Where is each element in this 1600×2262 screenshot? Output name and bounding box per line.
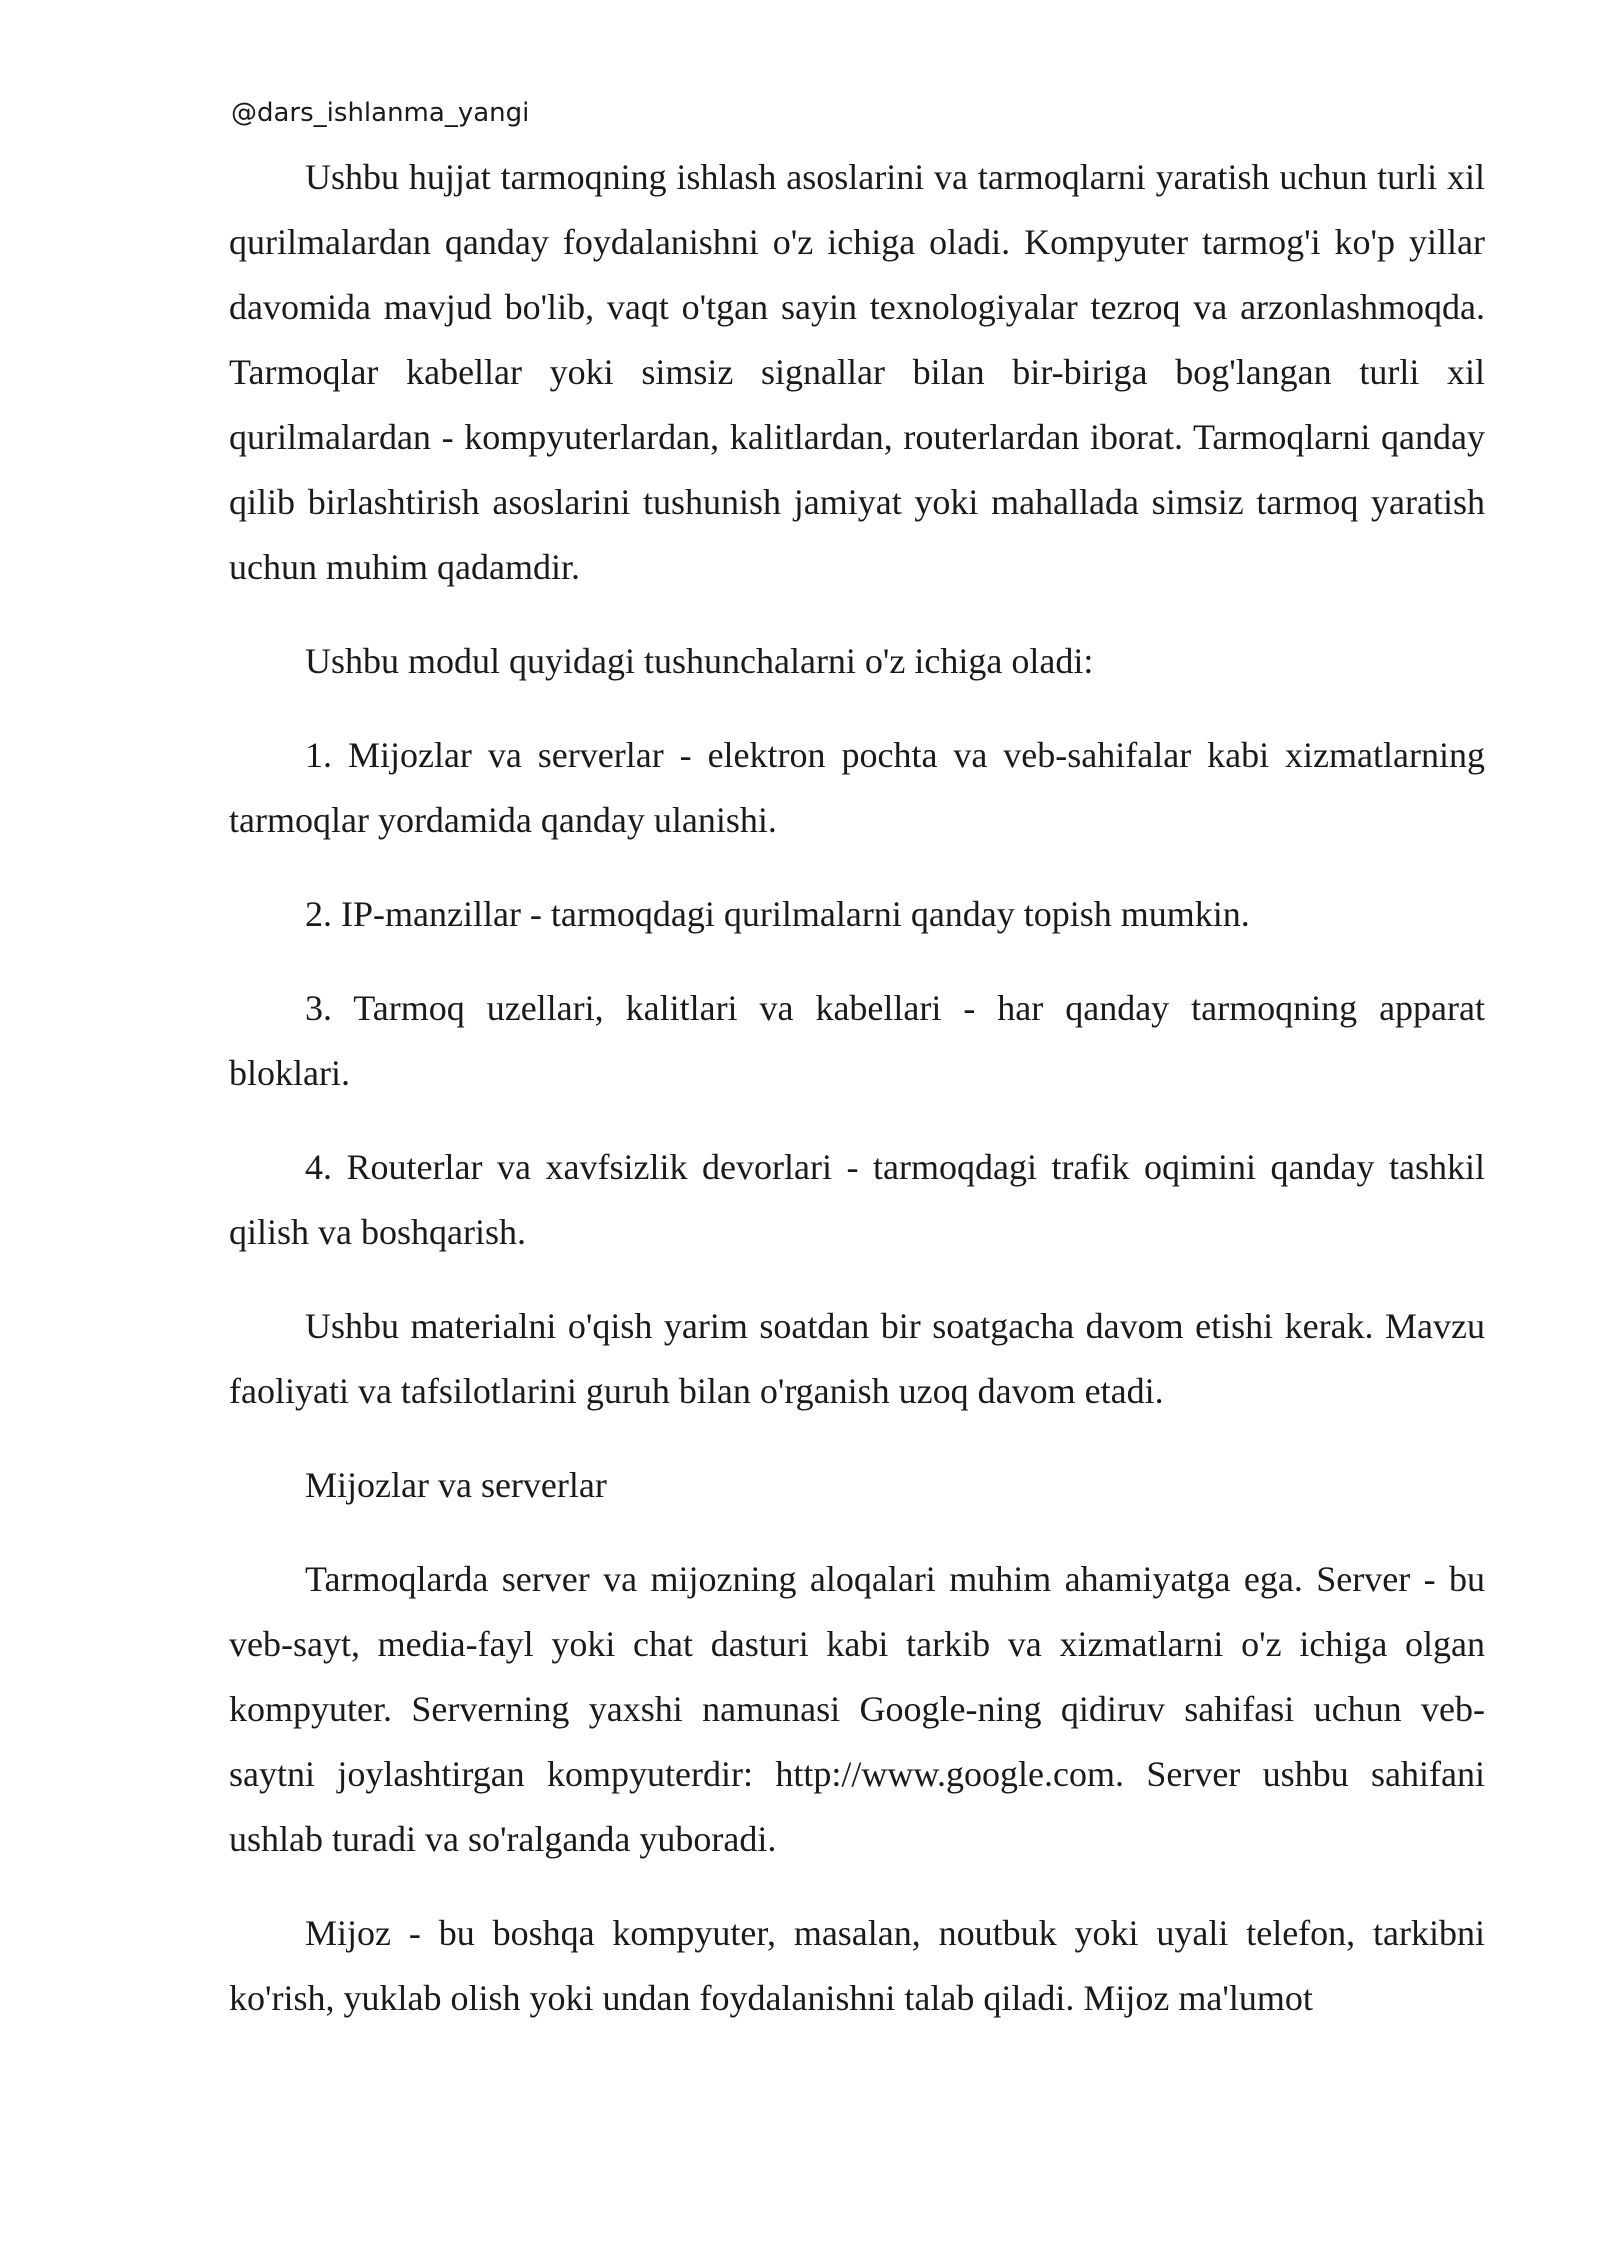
paragraph-reading-time: Ushbu materialni o'qish yarim soatdan bir soatgacha davom etishi kerak. Mavzu faoliyati va tafsilotlarini guruh bilan o'rganish uzoq davom etadi.	[229, 1306, 1485, 1411]
paragraph-intro: Ushbu hujjat tarmoqning ishlash asoslarini va tarmoqlarni yaratish uchun turli xil qurilmalardan qanday foydalanishni o'z ichiga oladi. Kompyuter tarmog'i ko'p yillar davomida mavjud bo'lib, vaqt o'tgan sayin texnologiyalar tezroq va arzonlashmoqda. Tarmoqlar kabellar yoki simsiz signallar bilan bir-biriga bog'langan turli xil qurilmalardan - kompyuterlardan, kalitlardan, routerlardan iborat. Tarmoqlarni qanday qilib birlashtirish asoslarini tushunish jamiyat yoki mahallada simsiz tarmoq yaratish uchun muhim qadamdir.	[229, 157, 1485, 587]
list-item-clients-servers: 1. Mijozlar va serverlar - elektron pochta va veb-sahifalar kabi xizmatlarning tarmoqlar yordamida qanday ulanishi.	[229, 735, 1485, 840]
paragraph-server-definition: Tarmoqlarda server va mijozning aloqalari muhim ahamiyatga ega. Server - bu veb-sayt, media-fayl yoki chat dasturi kabi tarkib va xizmatlarni o'z ichiga olgan kompyuter. Serverning yaxshi namunasi Google-ning qidiruv sahifasi uchun veb-saytni joylashtirgan kompyuterdir: http://www.google.com. Server ushbu sahifani ushlab turadi va so'ralganda yuboradi.	[229, 1559, 1485, 1859]
list-item-ip-addresses: 2. IP-manzillar - tarmoqdagi qurilmalarni qanday topish mumkin.	[305, 894, 1250, 934]
paragraph-client-definition: Mijoz - bu boshqa kompyuter, masalan, noutbuk yoki uyali telefon, tarkibni ko'rish, yuklab olish yoki undan foydalanishni talab qiladi. Mijoz ma'lumot	[229, 1913, 1485, 2018]
list-item-routers-firewalls: 4. Routerlar va xavfsizlik devorlari - tarmoqdagi trafik oqimini qanday tashkil qilish va boshqarish.	[229, 1147, 1485, 1252]
section-heading-clients-servers: Mijozlar va serverlar	[305, 1465, 607, 1505]
page-header-handle: @dars_ishlanma_yangi	[231, 98, 530, 128]
paragraph-module-concepts: Ushbu modul quyidagi tushunchalarni o'z ichiga oladi:	[305, 641, 1094, 681]
document-body	[229, 145, 1485, 2060]
list-item-nodes-switches: 3. Tarmoq uzellari, kalitlari va kabellari - har qanday tarmoqning apparat bloklari.	[229, 988, 1485, 1093]
